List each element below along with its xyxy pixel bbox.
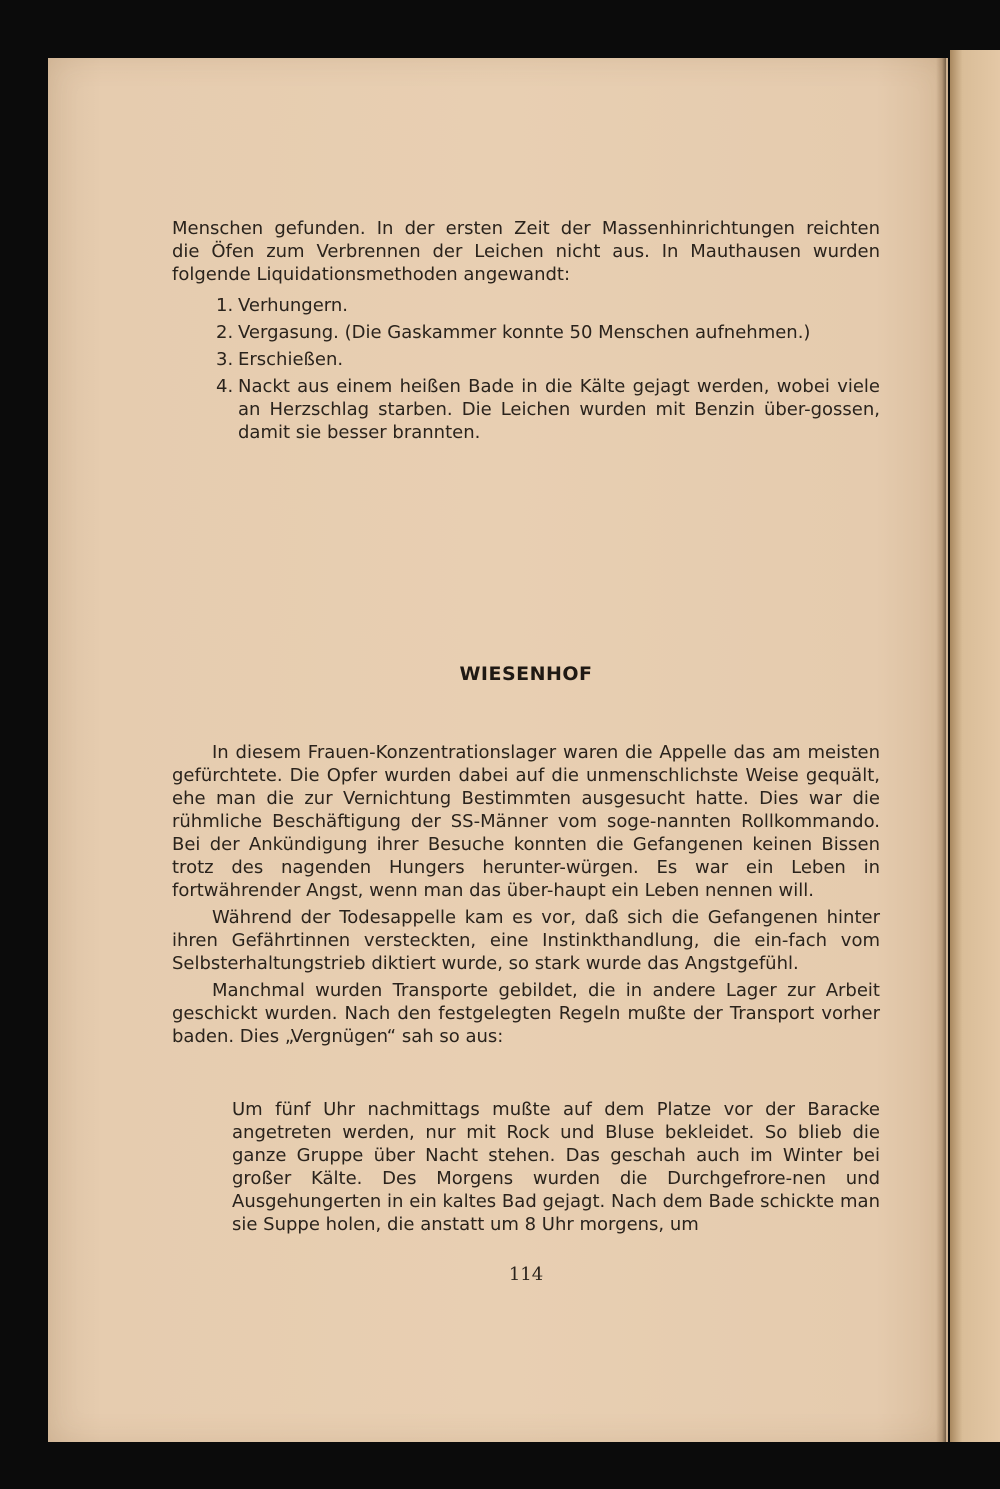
intro-line: die Öfen zum Verbrennen der Leichen nicht aus. In Mauthausen wurden bbox=[172, 241, 880, 262]
page-gutter-shadow bbox=[936, 58, 946, 1442]
intro-paragraph bbox=[172, 217, 880, 286]
list-item bbox=[172, 294, 880, 317]
intro-line: Menschen gefunden. In der ersten Zeit der Massenhinrichtungen reichten bbox=[172, 218, 880, 239]
list-item-number: 3. bbox=[216, 349, 234, 370]
list-item-number: 4. bbox=[216, 376, 234, 397]
list-item-number: 2. bbox=[216, 322, 234, 343]
body-paragraph: Während der Todesappelle kam es vor, daß sich die Gefangenen hinter ihren Gefährtinnen versteckten, eine Instinkthandlung, die ein-fach vom Selbsterhaltungstrieb diktiert wurde, so stark wurde das Angstgefühl. bbox=[172, 907, 880, 974]
indented-quote: Um fünf Uhr nachmittags mußte auf dem Platze vor der Baracke angetreten werden, nur mit Rock und Bluse bekleidet. So blieb die ganze Gruppe über Nacht stehen. Das geschah auch im Winter bei großer Kälte. Des Morgens wurden die Durchgefrore-nen und Ausgehungerten in ein kaltes Bad gejagt. Nach dem Bade schickte man sie Suppe holen, die anstatt um 8 Uhr morgens, um bbox=[232, 1099, 880, 1235]
body-paragraph: Manchmal wurden Transporte gebildet, die in andere Lager zur Arbeit geschickt wurden. Nach den festgelegten Regeln mußte der Transport vorher baden. Dies „Vergnügen“ sah so aus: bbox=[172, 980, 880, 1047]
section-body bbox=[172, 741, 880, 1052]
section-heading: WIESENHOF bbox=[459, 663, 593, 685]
intro-line: folgende Liquidationsmethoden angewandt: bbox=[172, 264, 571, 285]
list-item bbox=[172, 348, 880, 371]
list-item-text: Vergasung. (Die Gaskammer konnte 50 Menschen aufnehmen.) bbox=[238, 322, 811, 343]
page-number: 114 bbox=[508, 1264, 544, 1285]
list-item-text: Verhungern. bbox=[238, 295, 349, 316]
liquidation-methods-list bbox=[172, 294, 880, 448]
list-item-text: Nackt aus einem heißen Bade in die Kälte gejagt werden, wobei viele an Herzschlag starben. Die Leichen wurden mit Benzin über-gossen, damit sie besser brannten. bbox=[238, 376, 880, 443]
list-item-text: Erschießen. bbox=[238, 349, 344, 370]
list-item-number: 1. bbox=[216, 295, 234, 316]
body-paragraph: In diesem Frauen-Konzentrationslager waren die Appelle das am meisten gefürchtete. Die Opfer wurden dabei auf die unmenschlichste Weise gequält, ehe man die zur Vernichtung Bestimmten ausgesucht hatte. Dies war die rühmliche Beschäftigung der SS-Männer vom soge-nannten Rollkommando. Bei der Ankündigung ihrer Besuche konnten die Gefangenen keinen Bissen trotz des nagenden Hungers herunter-würgen. Es war ein Leben in fortwährender Angst, wenn man das über-haupt ein Leben nennen will. bbox=[172, 742, 880, 901]
list-item bbox=[172, 321, 880, 344]
list-item bbox=[172, 375, 880, 444]
adjacent-page-edge bbox=[950, 50, 1000, 1442]
